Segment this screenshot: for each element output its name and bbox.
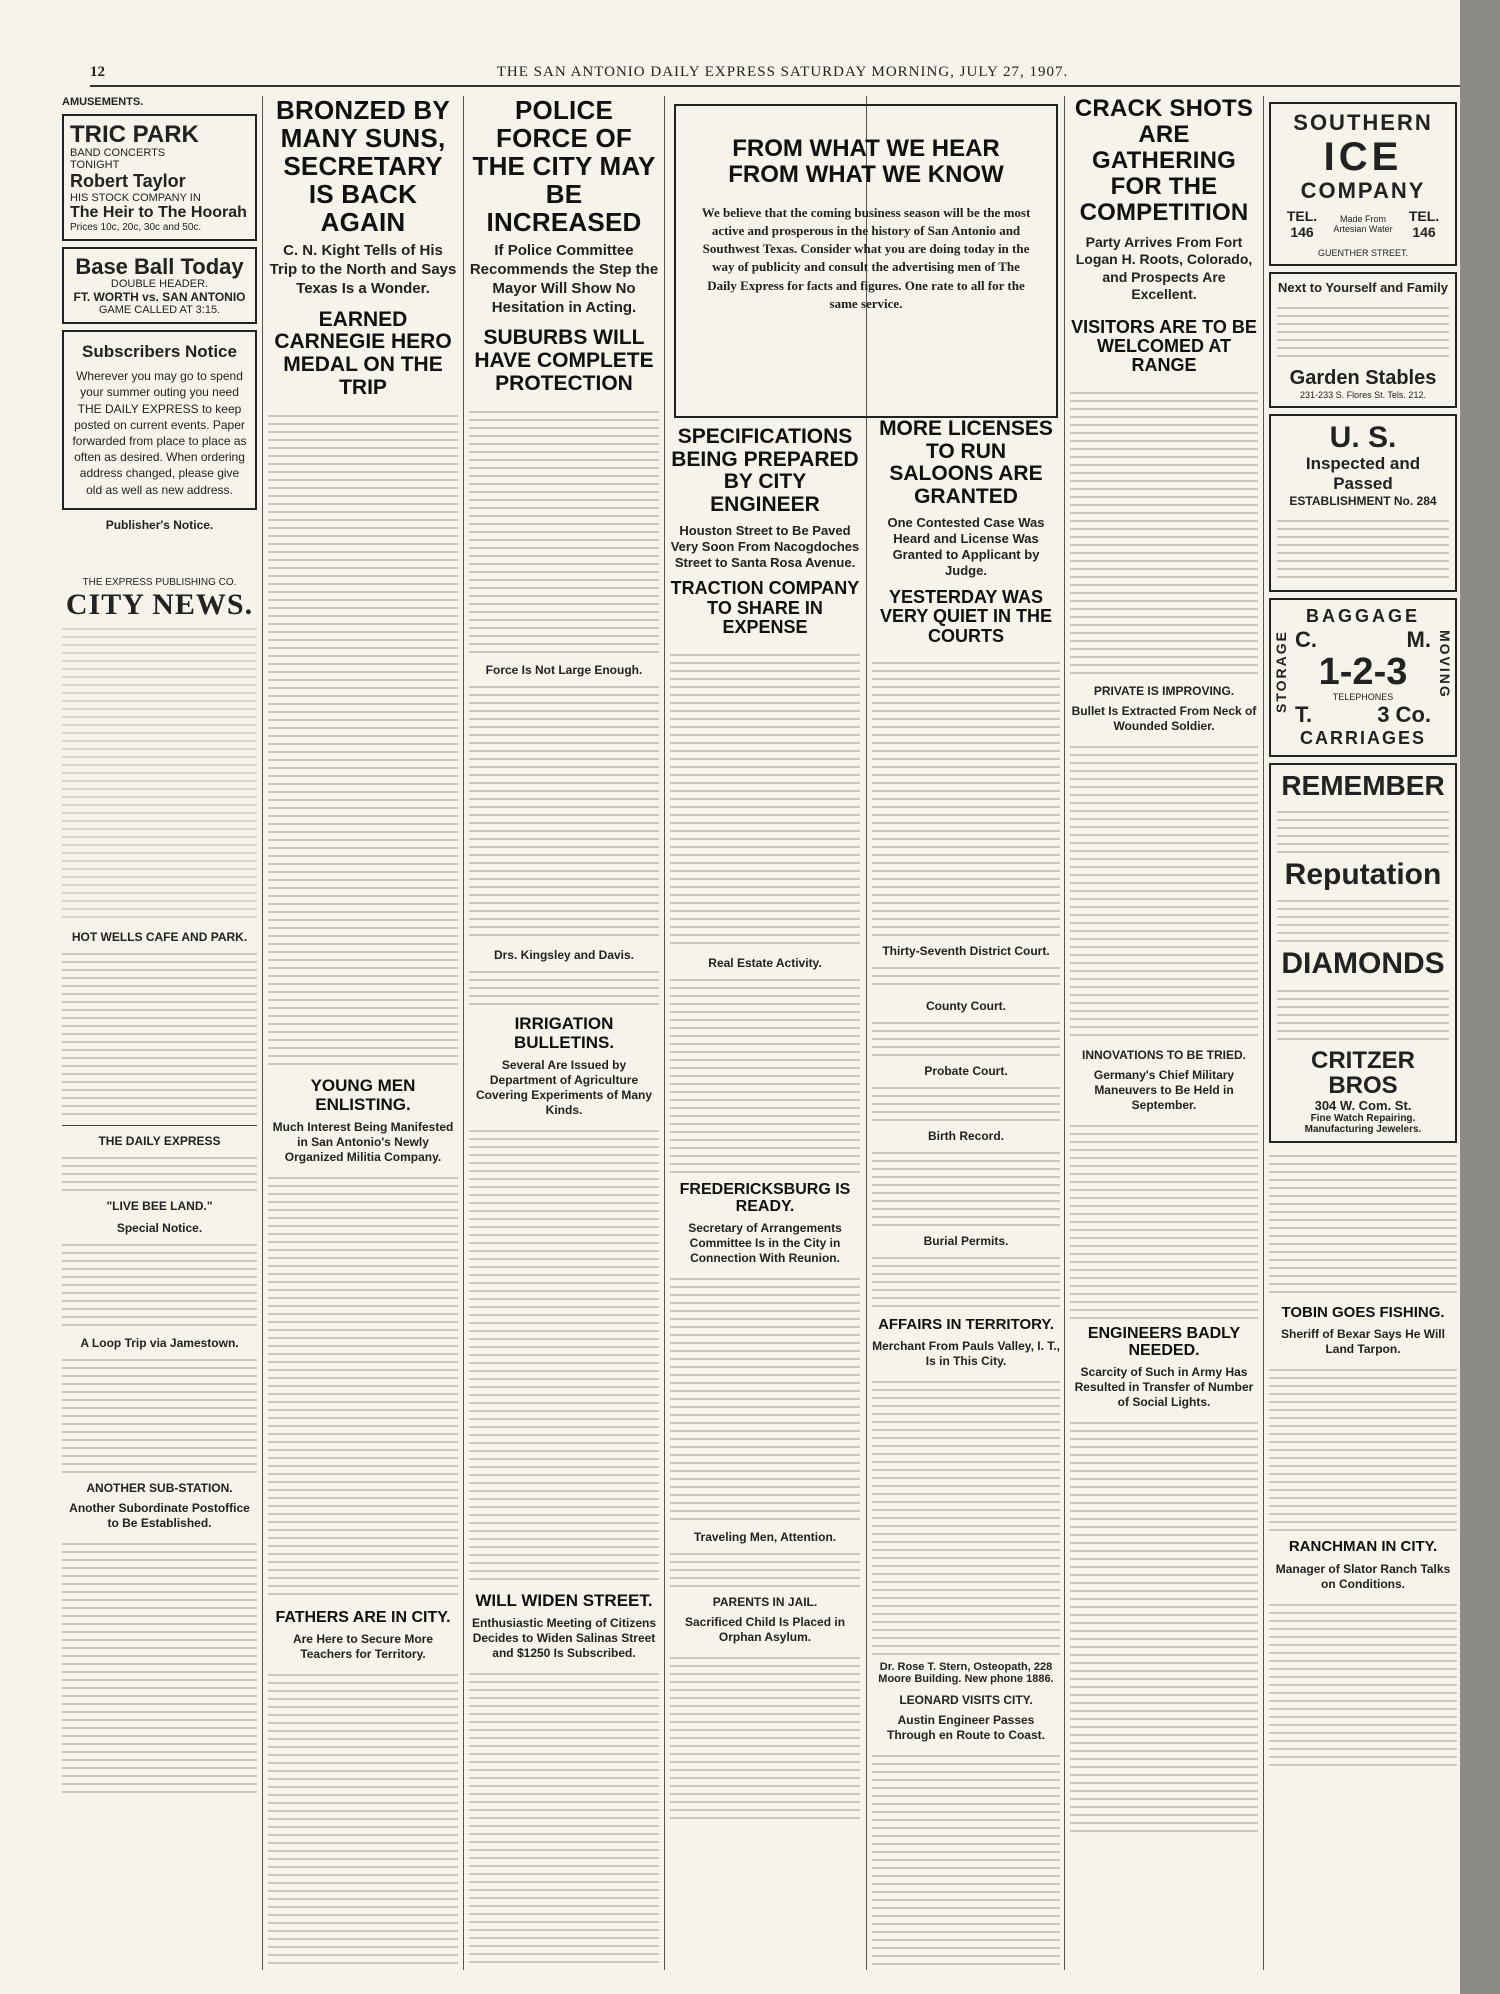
stable-addr: 231-233 S. Flores St. Tels. 212. bbox=[1300, 390, 1426, 400]
column-rule bbox=[262, 96, 263, 1970]
baseball-line-2: FT. WORTH vs. SAN ANTONIO bbox=[73, 290, 246, 305]
ice-tel-row bbox=[1277, 208, 1449, 240]
baseball-ad bbox=[62, 247, 257, 324]
column-rule bbox=[463, 96, 464, 1970]
column-rule bbox=[1064, 96, 1065, 1970]
deck-engineers: Scarcity of Such in Army Has Resulted in Transfer of Number of Social Lights. bbox=[1074, 1365, 1254, 1410]
headline-police: POLICE FORCE OF THE CITY MAY BE INCREASED bbox=[472, 96, 656, 238]
loop-trip-body bbox=[62, 1353, 257, 1473]
divider bbox=[62, 1125, 257, 1126]
headline-engineers: ENGINEERS BADLY NEEDED. bbox=[1087, 1324, 1241, 1360]
city-news-heading: CITY NEWS. bbox=[65, 587, 254, 621]
promo-text: We believe that the coming business season will be the most active and prosperous in the history of San Antonio and Southwest Texas. Consider what you are doing today in the way of publicity and consult the advertising men of The Daily Express for facts and figures. One rate to all for the same service. bbox=[701, 204, 1031, 311]
traveling-body bbox=[670, 1547, 860, 1587]
subscribers-text: Wherever you may go to spend your summer outing you need THE DAILY EXPRESS to keep posted on current events. Paper forwarded from place to place as often as desired. When ordering address changed, please give old as well as new address. bbox=[72, 369, 247, 497]
remember-body bbox=[1277, 805, 1449, 855]
baseball-line-3: GAME CALLED AT 3:15. bbox=[98, 304, 221, 317]
stable-name: Garden Stables bbox=[1289, 367, 1437, 389]
critzer-name: CRITZER BROS bbox=[1311, 1046, 1415, 1099]
headline-visitors: VISITORS ARE TO BE WELCOMED AT RANGE bbox=[1071, 316, 1257, 376]
another-sub-deck: Another Subordinate Postoffice to Be Established. bbox=[69, 1500, 250, 1530]
birth-body bbox=[872, 1146, 1060, 1226]
us-body bbox=[1277, 514, 1449, 584]
scan-margin bbox=[1460, 0, 1500, 1994]
column-rule bbox=[1263, 96, 1264, 1970]
deck-fathers: Are Here to Secure More Teachers for Territory. bbox=[292, 1632, 434, 1662]
licenses-body bbox=[872, 656, 1060, 936]
baggage-row-1 bbox=[1295, 627, 1431, 653]
headline-leonard: LEONARD VISITS CITY. bbox=[899, 1693, 1033, 1708]
headline-suburbs: SUBURBS WILL HAVE COMPLETE PROTECTION bbox=[474, 326, 654, 395]
deck-specifications: Houston Street to Be Paved Very Soon From Nacogdoches Street to Santa Rosa Avenue. bbox=[670, 522, 860, 571]
park-line-1: BAND CONCERTS bbox=[70, 147, 166, 160]
baggage-side-right: MOVING bbox=[1437, 629, 1453, 699]
irrigation-body bbox=[469, 1124, 659, 1584]
baggage-top: BAGGAGE bbox=[1305, 605, 1420, 626]
inspected-ad bbox=[1269, 414, 1457, 592]
headline-fredericksburg: FREDERICKSBURG IS READY. bbox=[679, 1180, 851, 1216]
column-6 bbox=[1070, 96, 1258, 1970]
critzer-ad bbox=[1269, 763, 1457, 1143]
baggage-tel: TELEPHONES bbox=[1332, 692, 1394, 703]
subscribers-notice bbox=[62, 330, 257, 510]
leonard-body bbox=[872, 1749, 1060, 1969]
park-play: The Heir to The Hoorah bbox=[70, 204, 247, 222]
deck-young-men: Much Interest Being Manifested in San Antonio's Newly Organized Militia Company. bbox=[272, 1120, 454, 1165]
headline-licenses: MORE LICENSES TO RUN SALOONS ARE GRANTED bbox=[879, 418, 1053, 509]
subhead-drs: Drs. Kingsley and Davis. bbox=[493, 948, 635, 963]
deck-licenses: One Contested Case Was Heard and License Was Granted to Applicant by Judge. bbox=[887, 514, 1045, 579]
deck-bronzed: C. N. Kight Tells of His Trip to the North and Says Texas Is a Wonder. bbox=[269, 242, 457, 297]
subhead-real-estate: Real Estate Activity. bbox=[708, 955, 822, 970]
professional-cards bbox=[62, 947, 257, 1117]
headline-courts: YESTERDAY WAS VERY QUIET IN THE COURTS bbox=[879, 586, 1053, 646]
baggage-num: 1-2-3 bbox=[1318, 650, 1408, 693]
publishers-notice-body bbox=[62, 535, 257, 577]
subscribers-title: Subscribers Notice bbox=[82, 342, 237, 362]
subhead-probate: Probate Court. bbox=[924, 1064, 1008, 1078]
private-body bbox=[1070, 740, 1258, 1040]
park-name: Robert Taylor bbox=[70, 171, 186, 192]
baggage-row-2 bbox=[1295, 702, 1431, 728]
headline-private: PRIVATE IS IMPROVING. bbox=[1093, 683, 1235, 698]
territory-body bbox=[872, 1375, 1060, 1655]
headline-ranchman: RANCHMAN IN CITY. bbox=[1288, 1538, 1438, 1556]
ice-made: Made From Artesian Water bbox=[1333, 214, 1393, 234]
deck-police: If Police Committee Recommends the Step the Mayor Will Show No Hesitation in Acting. bbox=[469, 242, 659, 316]
reputation: Reputation bbox=[1284, 857, 1442, 891]
ice-tel-right: TEL. 146 bbox=[1408, 208, 1440, 240]
ice-street: GUENTHER STREET. bbox=[1317, 248, 1408, 258]
reputation-body bbox=[1277, 894, 1449, 944]
headline-territory: AFFAIRS IN TERRITORY. bbox=[878, 1316, 1054, 1333]
deck-territory: Merchant From Pauls Valley, I. T., Is in This City. bbox=[872, 1339, 1060, 1369]
headline-parents: PARENTS IN JAIL. bbox=[712, 1595, 818, 1610]
ranchman-body bbox=[1269, 1598, 1457, 1768]
special-notice-heading: Special Notice. bbox=[116, 1220, 203, 1235]
park-line-2: TONIGHT bbox=[70, 159, 120, 172]
column-rule bbox=[664, 96, 665, 1970]
headline-carnegie: EARNED CARNEGIE HERO MEDAL ON THE TRIP bbox=[274, 307, 452, 399]
baggage-t: T. bbox=[1295, 702, 1313, 728]
fredericksburg-body bbox=[670, 1272, 860, 1522]
headline-irrigation: IRRIGATION BULLETINS. bbox=[513, 1014, 615, 1052]
masthead bbox=[90, 64, 1480, 81]
remember: REMEMBER bbox=[1281, 770, 1445, 802]
subhead-district-court: Thirty-Seventh District Court. bbox=[882, 944, 1050, 958]
engineers-body bbox=[1070, 1416, 1258, 1836]
ice-ad bbox=[1269, 102, 1457, 266]
column-3 bbox=[469, 96, 659, 1970]
column-1 bbox=[62, 96, 257, 1970]
district-court-body bbox=[872, 961, 1060, 991]
park-title: TRIC PARK bbox=[70, 121, 199, 148]
park-ad bbox=[62, 114, 257, 241]
column-4a bbox=[670, 426, 860, 1821]
burial-body bbox=[872, 1251, 1060, 1311]
parents-body bbox=[670, 1651, 860, 1821]
us-sub: Inspected and Passed bbox=[1305, 453, 1421, 493]
headline-fathers: FATHERS ARE IN CITY. bbox=[275, 1609, 451, 1627]
diamonds: DIAMONDS bbox=[1281, 947, 1445, 981]
county-court-body bbox=[872, 1016, 1060, 1056]
deck-parents: Sacrificed Child Is Placed in Orphan Asylum. bbox=[684, 1615, 846, 1645]
promo-title: FROM WHAT WE HEAR FROM WHAT WE KNOW bbox=[728, 135, 1004, 188]
deck-innovations: Germany's Chief Military Maneuvers to Be Held in September. bbox=[1093, 1067, 1235, 1112]
ice-mid: ICE bbox=[1323, 135, 1403, 179]
us-title: U. S. bbox=[1329, 421, 1397, 454]
stable-body bbox=[1277, 301, 1449, 361]
subhead-force: Force Is Not Large Enough. bbox=[485, 663, 643, 678]
headline-tobin: TOBIN GOES FISHING. bbox=[1281, 1304, 1445, 1322]
baggage-side-left: STORAGE bbox=[1273, 629, 1289, 713]
deck-ranchman: Manager of Slator Ranch Talks on Conditions. bbox=[1275, 1561, 1451, 1591]
headline-traction: TRACTION COMPANY TO SHARE IN EXPENSE bbox=[670, 578, 860, 638]
headline-young-men: YOUNG MEN ENLISTING. bbox=[310, 1076, 416, 1114]
stable-heading: Next to Yourself and Family bbox=[1277, 280, 1448, 295]
critzer-addr: 304 W. Com. St. bbox=[1314, 1098, 1412, 1114]
publishers-notice-title: Publisher's Notice. bbox=[105, 517, 214, 532]
ice-tel-left: TEL. 146 bbox=[1286, 208, 1318, 240]
diamonds-body bbox=[1277, 984, 1449, 1044]
probate-body bbox=[872, 1081, 1060, 1121]
subhead-burial: Burial Permits. bbox=[923, 1234, 1009, 1248]
headline-widen: WILL WIDEN STREET. bbox=[475, 1591, 653, 1611]
column-7 bbox=[1269, 96, 1457, 1970]
ice-top: SOUTHERN bbox=[1293, 110, 1433, 135]
critzer-line-2: Manufacturing Jewelers. bbox=[1304, 1124, 1422, 1136]
headline-crack-shots: CRACK SHOTS ARE GATHERING FOR THE COMPETITION bbox=[1074, 96, 1254, 226]
subhead-birth: Birth Record. bbox=[927, 1129, 1004, 1143]
widen-body bbox=[469, 1667, 659, 1967]
baseball-line-1: DOUBLE HEADER. bbox=[110, 278, 209, 291]
baggage-c: C. bbox=[1295, 626, 1317, 652]
page-number: 12 bbox=[90, 64, 105, 80]
baggage-m: M. bbox=[1406, 626, 1431, 652]
another-sub-heading: ANOTHER SUB-STATION. bbox=[86, 1480, 233, 1495]
young-men-body bbox=[268, 1171, 458, 1601]
deck-irrigation: Several Are Issued by Department of Agriculture Covering Experiments of Many Kinds. bbox=[475, 1058, 653, 1118]
promo-box bbox=[674, 104, 1058, 418]
critzer-line-1: Fine Watch Repairing. bbox=[1310, 1113, 1416, 1125]
police-body-2 bbox=[469, 680, 659, 940]
ice-bot: COMPANY bbox=[1300, 178, 1426, 203]
fathers-body bbox=[268, 1668, 458, 1970]
publishers-sign: THE EXPRESS PUBLISHING CO. bbox=[82, 576, 237, 588]
baggage-ad bbox=[1269, 598, 1457, 758]
headline-innovations: INNOVATIONS TO BE TRIED. bbox=[1081, 1047, 1246, 1062]
deck-leonard: Austin Engineer Passes Through en Route to Coast. bbox=[887, 1713, 1045, 1743]
drs-body bbox=[469, 965, 659, 1005]
stable-ad bbox=[1269, 272, 1457, 408]
tobin-body bbox=[1269, 1363, 1457, 1533]
baggage-co: 3 Co. bbox=[1377, 702, 1431, 728]
live-bee-heading: "LIVE BEE LAND." bbox=[106, 1198, 213, 1213]
us-est: ESTABLISHMENT No. 284 bbox=[1289, 493, 1437, 508]
deck-fredericksburg: Secretary of Arrangements Committee Is in the City in Connection With Reunion. bbox=[688, 1221, 842, 1266]
deck-crack-shots: Party Arrives From Fort Logan H. Roots, Colorado, and Prospects Are Excellent. bbox=[1075, 233, 1253, 303]
osteopath-ad: Dr. Rose T. Stern, Osteopath, 228 Moore Building. New phone 1886. bbox=[878, 1661, 1054, 1686]
police-body-1 bbox=[469, 405, 659, 655]
deck-tobin: Sheriff of Bexar Says He Will Land Tarpon. bbox=[1281, 1327, 1445, 1357]
specifications-body bbox=[670, 648, 860, 948]
loop-trip-heading: A Loop Trip via Jamestown. bbox=[80, 1335, 239, 1350]
daily-express-body bbox=[62, 1151, 257, 1191]
deck-widen: Enthusiastic Meeting of Citizens Decides to Widen Salinas Street and $1250 Is Subscribed. bbox=[471, 1616, 657, 1661]
column-2 bbox=[268, 96, 458, 1970]
hot-wells-heading: HOT WELLS CAFE AND PARK. bbox=[71, 929, 248, 944]
section-label: AMUSEMENTS. bbox=[62, 96, 144, 108]
baseball-title: Base Ball Today bbox=[75, 254, 244, 280]
headline-bronzed: BRONZED BY MANY SUNS, SECRETARY IS BACK AGAIN bbox=[276, 96, 450, 238]
masthead-rule bbox=[90, 85, 1460, 87]
masthead-title: THE SAN ANTONIO DAILY EXPRESS SATURDAY MORNING, JULY 27, 1907. bbox=[496, 64, 1069, 80]
park-prices: Prices 10c, 20c, 30c and 50c. bbox=[70, 222, 202, 234]
another-sub-body bbox=[62, 1537, 257, 1797]
subhead-traveling: Traveling Men, Attention. bbox=[693, 1530, 837, 1545]
city-news-body bbox=[62, 622, 257, 922]
column-5 bbox=[872, 418, 1060, 1970]
daily-express-heading: THE DAILY EXPRESS bbox=[98, 1133, 221, 1148]
bronzed-body bbox=[268, 409, 458, 1069]
engineers-continued-body bbox=[1269, 1149, 1457, 1299]
subhead-county-court: County Court. bbox=[926, 999, 1006, 1013]
baggage-bottom: CARRIAGES bbox=[1299, 728, 1426, 749]
crack-shots-body bbox=[1070, 386, 1258, 676]
innovations-body bbox=[1070, 1119, 1258, 1319]
deck-private: Bullet Is Extracted From Neck of Wounded Soldier. bbox=[1071, 703, 1257, 733]
special-notice-body bbox=[62, 1238, 257, 1328]
park-line-3: HIS STOCK COMPANY IN bbox=[70, 192, 201, 205]
real-estate-body bbox=[670, 973, 860, 1173]
headline-specifications: SPECIFICATIONS BEING PREPARED BY CITY ENGINEER bbox=[671, 425, 859, 517]
